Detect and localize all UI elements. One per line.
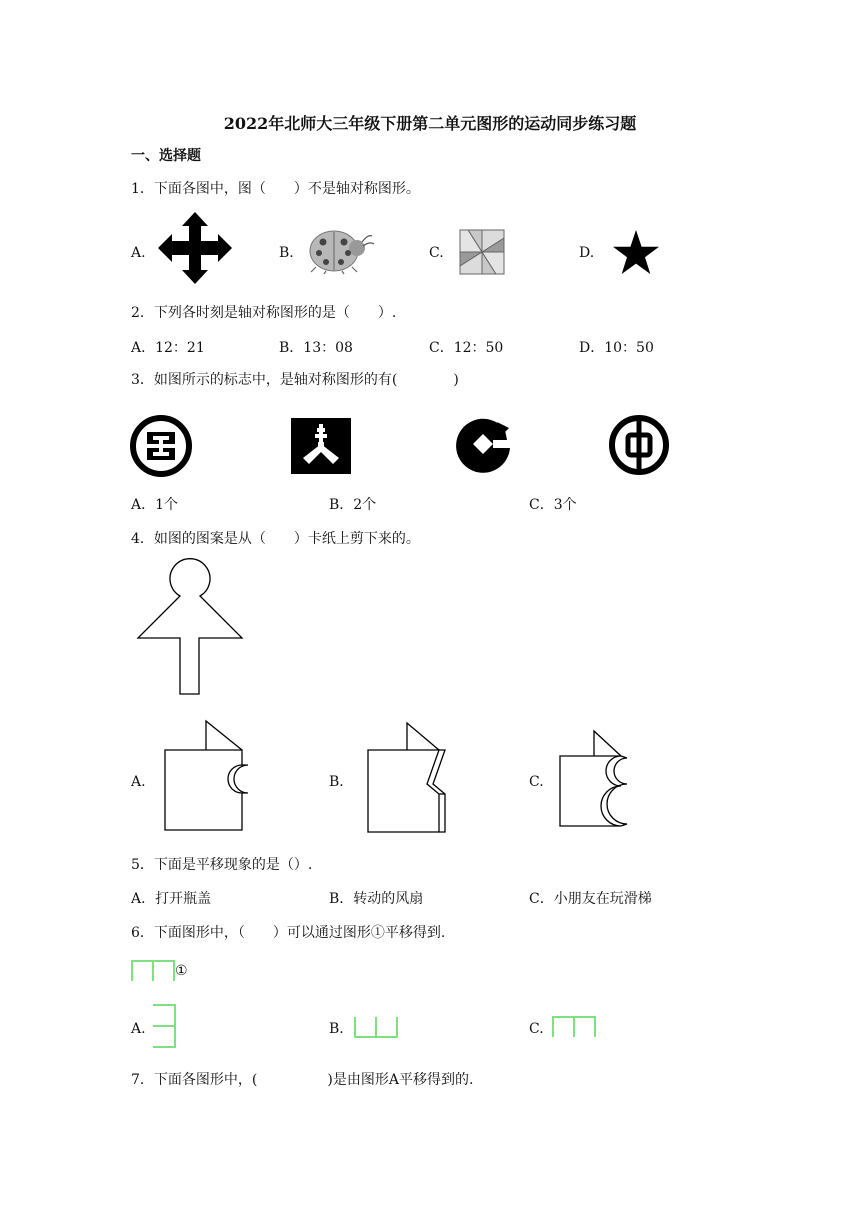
- star-icon: [612, 230, 660, 276]
- q4-option-a-label: A.: [131, 774, 146, 790]
- section-heading: 一、选择题: [131, 148, 201, 164]
- question-2-stem: 2．下列各时刻是轴对称图形的是（ ）.: [131, 305, 397, 321]
- paper-doll-figure: [137, 558, 243, 696]
- q6-option-b-label: B.: [329, 1021, 344, 1037]
- q6-shape-c: [552, 1016, 596, 1038]
- q2-option-b: B．13：08: [279, 340, 353, 356]
- q3-option-a: A．1个: [131, 497, 179, 513]
- question-1-stem: 1．下面各图中，图（ ）不是轴对称图形。: [131, 181, 420, 197]
- q4-option-c-label: C.: [529, 774, 544, 790]
- q6-option-a-label: A.: [131, 1021, 146, 1037]
- q2-option-d: D．10：50: [579, 340, 654, 356]
- q5-option-a: A．打开瓶盖: [131, 891, 212, 907]
- q1-option-c-label: C.: [429, 245, 444, 261]
- figure-1-shape: [131, 960, 175, 982]
- folded-card-b: [367, 722, 453, 834]
- q6-option-c-label: C.: [529, 1021, 544, 1037]
- four-way-arrow-icon: [158, 212, 232, 284]
- question-4-stem: 4．如图的图案是从（ ）卡纸上剪下来的。: [131, 531, 420, 547]
- q2-option-c: C．12：50: [429, 340, 504, 356]
- icbc-logo-icon: [129, 414, 193, 478]
- q4-option-b-label: B.: [329, 774, 344, 790]
- pinwheel-icon: [460, 230, 504, 274]
- q1-option-d-label: D.: [579, 245, 595, 261]
- page-title: 2022年北师大三年级下册第二单元图形的运动同步练习题: [223, 114, 637, 133]
- q3-option-c: C．3个: [529, 497, 577, 513]
- question-3-stem: 3．如图所示的标志中，是轴对称图形的有( ): [131, 372, 459, 388]
- ccb-logo-icon: [453, 414, 513, 474]
- figure-1-label: ①: [175, 963, 188, 979]
- folded-card-a: [164, 720, 250, 832]
- q2-option-a: A．12：21: [131, 340, 205, 356]
- question-6-stem: 6．下面图形中，（ ）可以通过图形①平移得到.: [131, 925, 446, 941]
- q3-option-b: B．2个: [329, 497, 377, 513]
- ladybug-icon: [306, 224, 374, 274]
- q5-option-c: C．小朋友在玩滑梯: [529, 891, 652, 907]
- q1-option-b-label: B.: [279, 245, 294, 261]
- q6-shape-a: [152, 1004, 176, 1048]
- bank-of-china-logo-icon: [608, 414, 670, 476]
- folded-card-c: [559, 730, 631, 830]
- q6-shape-b: [354, 1016, 398, 1038]
- construction-bank-logo-icon: [291, 418, 351, 474]
- question-5-stem: 5．下面是平移现象的是（）.: [131, 857, 313, 873]
- q5-option-b: B．转动的风扇: [329, 891, 424, 907]
- question-7-stem: 7．下面各图形中，( )是由图形A平移得到的.: [131, 1072, 474, 1088]
- q1-option-a-label: A.: [131, 245, 146, 261]
